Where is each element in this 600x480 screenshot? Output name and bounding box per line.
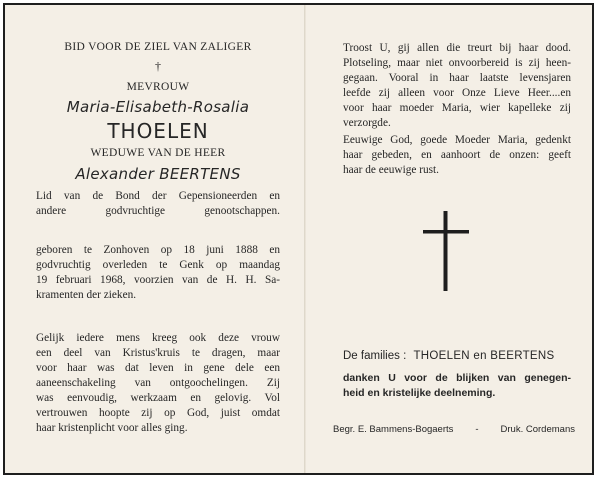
birth-death-line: godvruchtig overleden te Genk op maandag: [36, 259, 280, 271]
prayer-line: Eeuwige God, goede Moeder Maria, gedenkt: [343, 134, 571, 146]
credits-line: [333, 424, 575, 435]
life-line: vertrouwen hoopte zij op God, juist omdat: [36, 407, 280, 419]
consolation-line: gegaan. Vooral in haar laatste levensjaren: [343, 72, 571, 84]
life-line: Gelijk iedere mens kreeg ook deze vrouw: [36, 332, 280, 344]
deceased-surname: THOELEN: [107, 119, 209, 143]
consolation-line: Plotseling, maar niet onvoorbereid is zij heen-: [343, 57, 571, 69]
life-line: aaneenschakeling van ontgoochelingen. Zij: [36, 377, 280, 389]
membership-text: [36, 189, 280, 219]
dagger-symbol: †: [155, 59, 161, 73]
cross-horizontal-bar: [423, 230, 469, 234]
birth-death-line: kramenten der zieken.: [36, 289, 137, 301]
life-text: [36, 331, 280, 436]
cross-icon: [423, 211, 469, 291]
life-line: een deel van Kristus'kruis te dragen, maar: [36, 347, 280, 359]
consolation-text: [343, 41, 571, 131]
life-line: voor haar was dat leven in gene dele een: [36, 362, 280, 374]
life-line: was eenvoudig, werkzaam en gelovig. Vol: [36, 392, 280, 404]
birth-death-line: geboren te Zonhoven op 18 juni 1888 en: [36, 244, 280, 256]
deceased-given-names: Maria-Elisabeth-Rosalia: [66, 98, 250, 116]
prayer-line: haar gebeden, en aanhoort de onzen: geeft: [343, 149, 571, 161]
undertaker-credit: Begr. E. Bammens-Bogaerts: [333, 424, 454, 435]
thanks-line: heid en kristelijke deelneming.: [343, 387, 496, 399]
membership-line: Lid van de Bond der Gepensioneerden en: [36, 190, 280, 202]
cross-vertical-bar: [444, 211, 448, 291]
life-line: haar kristenplicht voor alles ging.: [36, 422, 188, 434]
title-mevrouw: MEVROUW: [126, 81, 190, 93]
birth-death-text: [36, 243, 280, 303]
families-names: THOELEN en BEERTENS: [413, 350, 555, 362]
consolation-line: verzorgde.: [343, 117, 391, 129]
husband-name: Alexander BEERTENS: [75, 165, 241, 183]
right-page: [333, 5, 575, 473]
families-label: De families :: [343, 350, 407, 362]
prayer-heading: BID VOOR DE ZIEL VAN ZALIGER: [64, 41, 252, 53]
birth-death-line: 19 februari 1968, voorzien van de H. H. Sa-: [36, 274, 280, 286]
families-line: [343, 350, 571, 362]
memorial-card: [3, 3, 594, 475]
thanks-line: danken U voor de blijken van genegen-: [343, 372, 571, 384]
membership-line: andere godvruchtige genootschappen.: [36, 205, 280, 217]
widow-line: WEDUWE VAN DE HEER: [90, 147, 226, 159]
thanks-text: [343, 371, 571, 401]
prayer-line: haar de eeuwige rust.: [343, 164, 439, 176]
consolation-line: Troost U, gij allen die treurt bij haar dood.: [343, 42, 571, 54]
prayer-text: [343, 133, 571, 178]
printer-credit: Druk. Cordemans: [500, 424, 575, 435]
center-fold: [304, 5, 306, 473]
consolation-line: leefde zij alleen voor Onze Lieve Heer....en: [343, 87, 571, 99]
left-page: [36, 5, 280, 473]
credit-separator: -: [475, 424, 479, 435]
consolation-line: voor haar moeder Maria, wier kapelleke zij: [343, 102, 571, 114]
